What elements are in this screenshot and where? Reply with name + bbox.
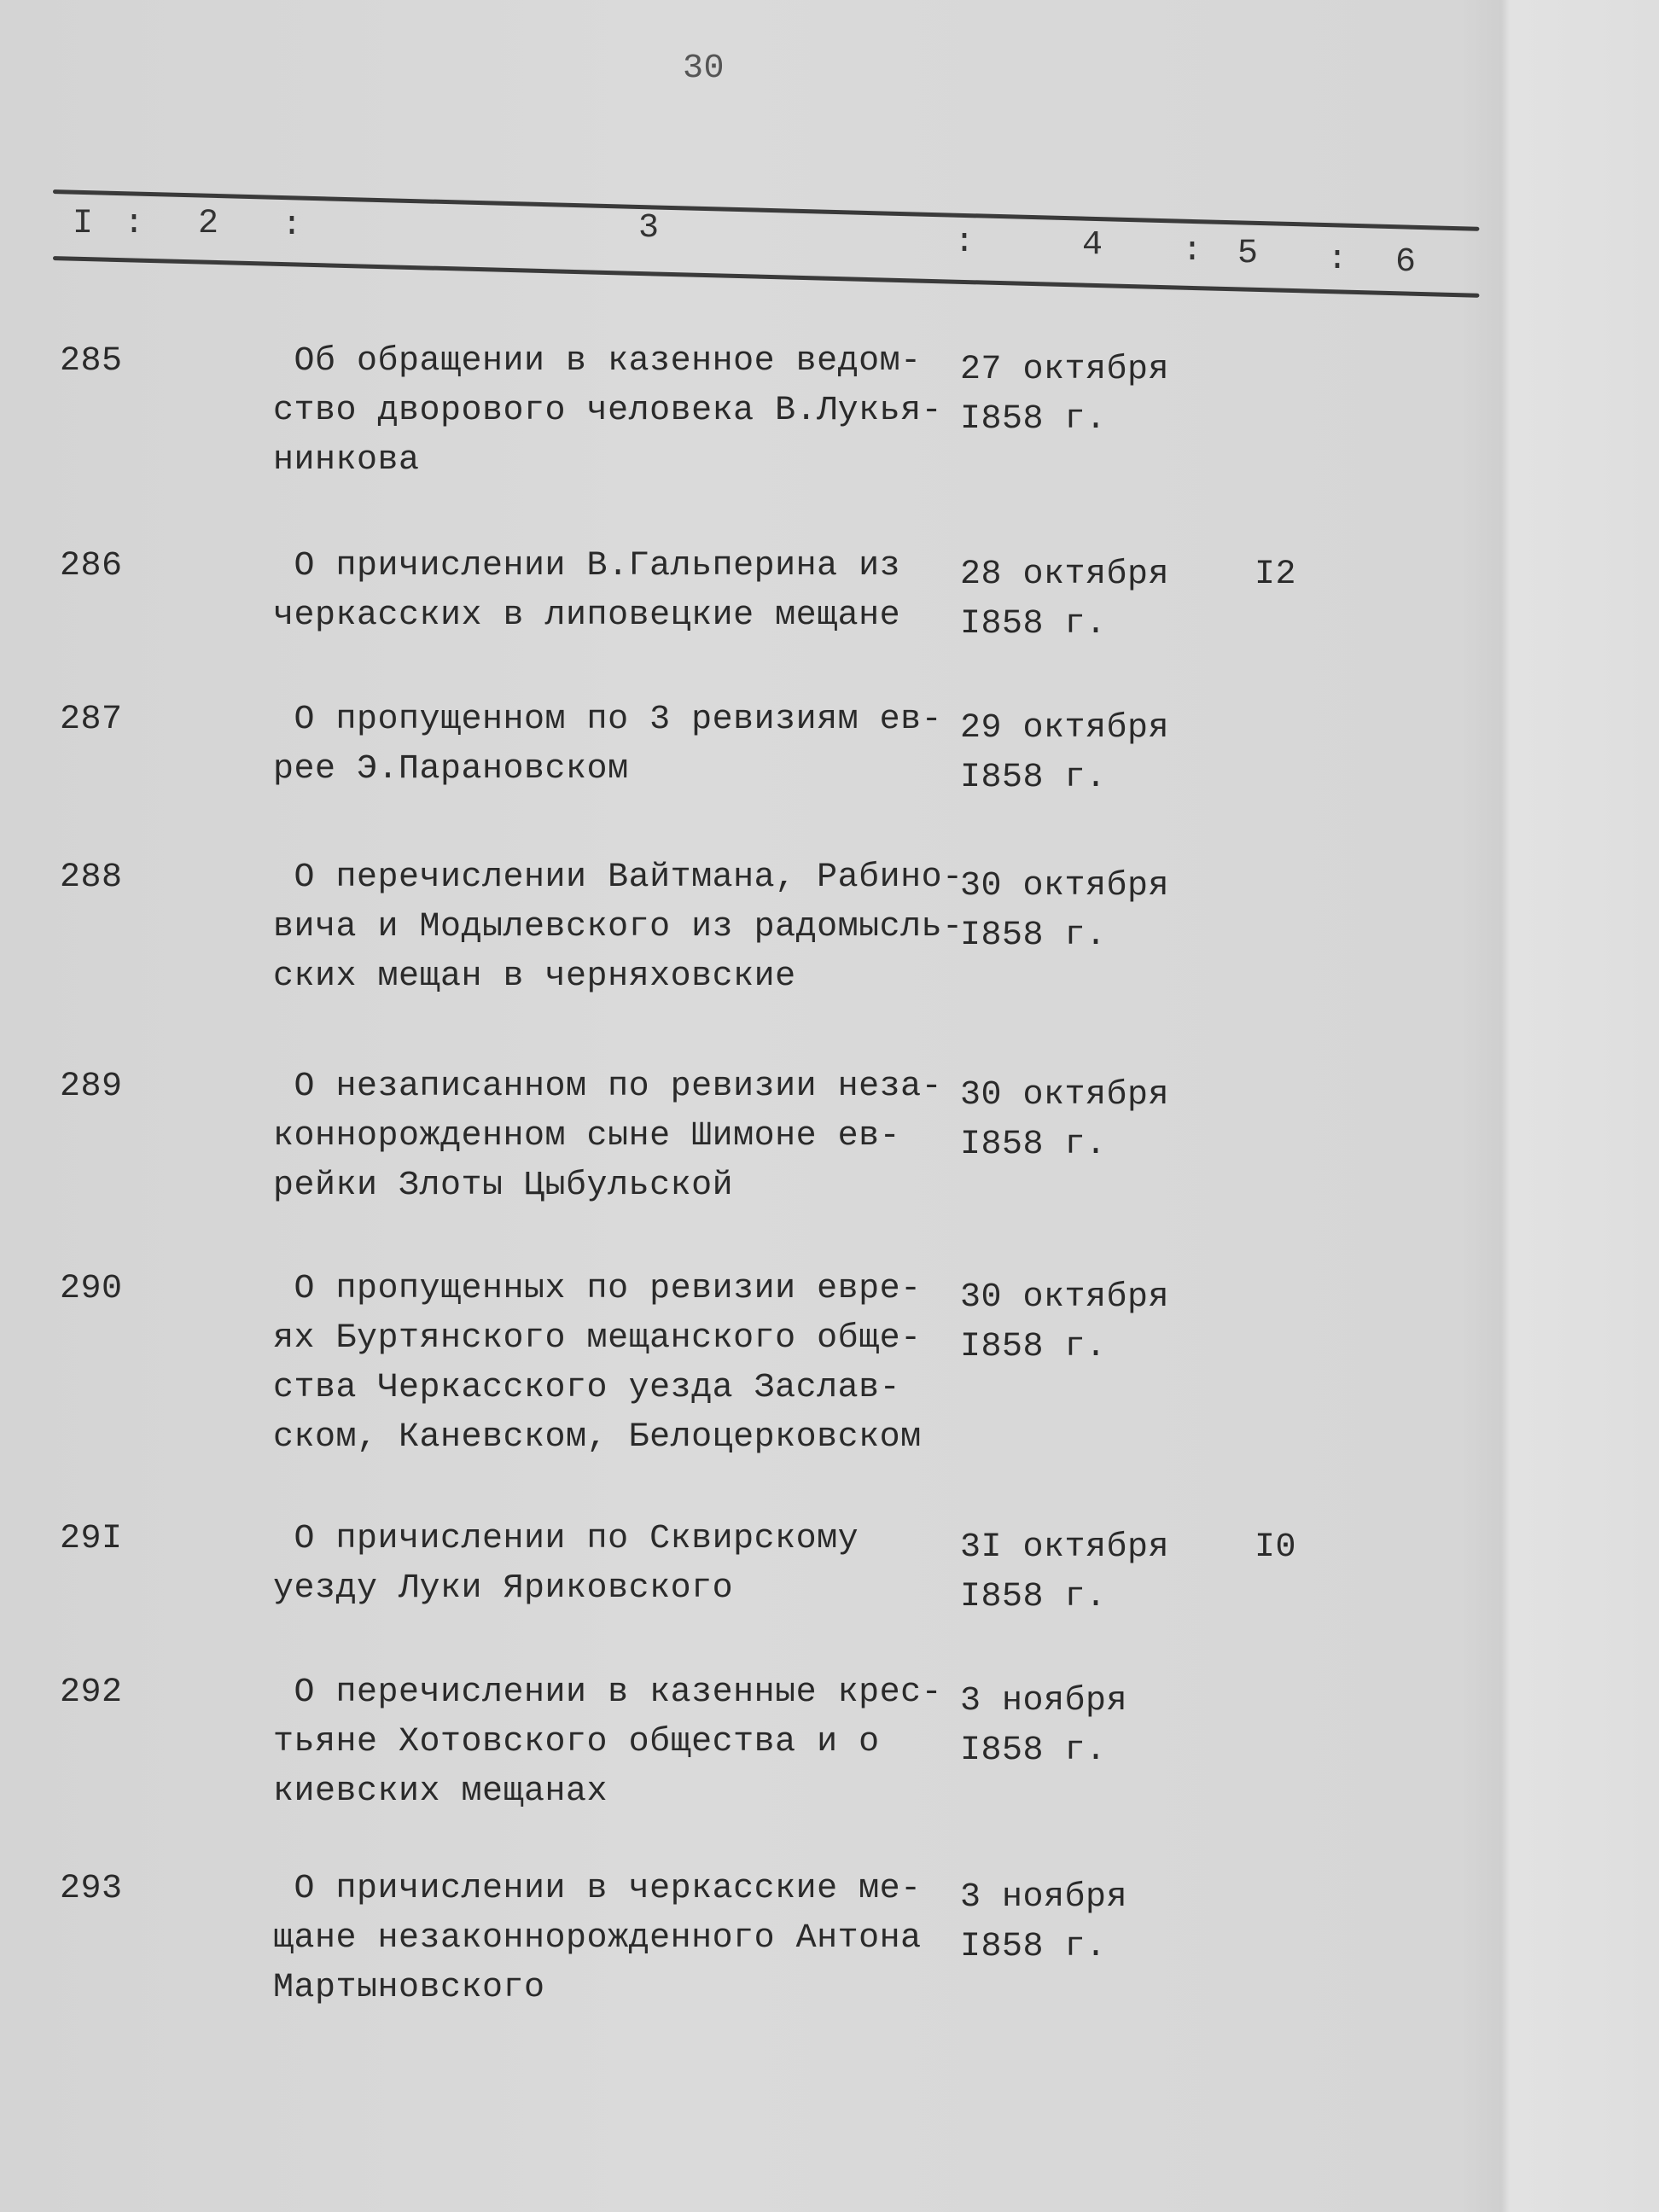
- column-separator: :: [1327, 241, 1348, 279]
- description-line: О причислении по Сквирскому: [273, 1520, 859, 1558]
- date-line: 3 ноября: [960, 1878, 1128, 1917]
- date-line: I858 г.: [960, 1126, 1107, 1164]
- date-line: 30 октября: [960, 1278, 1170, 1317]
- record-date: [960, 1071, 1169, 1170]
- date-line: I858 г.: [960, 1928, 1107, 1966]
- description-line: ском, Каневском, Белоцерковском: [273, 1418, 922, 1457]
- column-header-2: 2: [198, 205, 219, 243]
- date-line: 30 октября: [960, 867, 1170, 905]
- date-line: I858 г.: [960, 400, 1107, 439]
- description-line: тьяне Хотовского общества и о: [273, 1723, 880, 1761]
- description-line: уезду Луки Яриковского: [273, 1569, 734, 1608]
- record-date: [960, 1873, 1127, 1972]
- record-number: 288: [60, 859, 123, 897]
- record-description: [273, 337, 942, 486]
- record-number: 289: [60, 1068, 123, 1106]
- record-description: [273, 1865, 922, 2013]
- column-header-3: 3: [638, 209, 660, 247]
- description-line: щане незаконнорожденного Антона: [273, 1919, 922, 1958]
- column-separator: :: [124, 205, 145, 243]
- description-line: коннорожденном сыне Шимоне ев-: [273, 1117, 901, 1155]
- description-line: О пропущенных по ревизии евре-: [273, 1270, 922, 1308]
- record-date: [960, 1677, 1127, 1776]
- description-line: ях Буртянского мещанского обще-: [273, 1319, 922, 1358]
- description-line: О перечислении в казенные крес-: [273, 1674, 943, 1712]
- date-line: I858 г.: [960, 1732, 1107, 1770]
- record-date: [960, 704, 1169, 803]
- column-header-4: 4: [1082, 226, 1103, 265]
- date-line: I858 г.: [960, 759, 1107, 797]
- column-header-5: 5: [1237, 235, 1259, 273]
- record-date: [960, 1273, 1169, 1372]
- column-header-6: 6: [1395, 243, 1417, 282]
- description-line: Мартыновского: [273, 1969, 545, 2007]
- description-line: ства Черкасского уезда Заслав-: [273, 1369, 901, 1407]
- date-line: 29 октября: [960, 709, 1170, 748]
- date-line: I858 г.: [960, 605, 1107, 643]
- date-line: I858 г.: [960, 1328, 1107, 1366]
- record-number: 286: [60, 547, 123, 585]
- description-line: рейки Злоты Цыбульской: [273, 1167, 734, 1205]
- description-line: вича и Модылевского из радомысль-: [273, 908, 963, 946]
- page-number: 30: [683, 49, 725, 88]
- record-date: [960, 550, 1169, 649]
- column-separator: :: [1182, 232, 1203, 271]
- date-line: 28 октября: [960, 556, 1170, 594]
- description-line: О пропущенном по 3 ревизиям ев-: [273, 701, 943, 739]
- description-line: черкасских в липовецкие мещане: [273, 597, 901, 635]
- record-description: [273, 542, 900, 641]
- record-number: 290: [60, 1270, 123, 1308]
- record-date: [960, 1523, 1169, 1622]
- description-line: киевских мещанах: [273, 1773, 608, 1811]
- description-line: О причислении В.Гальперина из: [273, 547, 901, 585]
- date-line: I858 г.: [960, 1578, 1107, 1616]
- record-number: 29I: [60, 1520, 123, 1558]
- description-line: О незаписанном по ревизии неза-: [273, 1068, 943, 1106]
- date-line: 30 октября: [960, 1076, 1170, 1115]
- description-line: рее Э.Парановском: [273, 750, 629, 789]
- description-line: О причислении в черкасские ме-: [273, 1870, 922, 1908]
- date-line: I858 г.: [960, 917, 1107, 955]
- description-line: ство дворового человека В.Лукья-: [273, 392, 943, 430]
- record-description: [273, 1515, 859, 1614]
- description-line: О перечислении Вайтмана, Рабино-: [273, 859, 963, 897]
- description-line: ских мещан в черняховские: [273, 958, 796, 996]
- column-header-1: I: [73, 205, 94, 243]
- date-line: 3 ноября: [960, 1682, 1128, 1720]
- record-description: [273, 1265, 922, 1463]
- date-line: 3I октября: [960, 1528, 1170, 1567]
- column-separator: :: [954, 224, 975, 262]
- record-description: [273, 1668, 942, 1817]
- record-number: 285: [60, 342, 123, 381]
- description-line: нинкова: [273, 441, 420, 480]
- header-bottom-rule: [53, 256, 1480, 298]
- record-number: 293: [60, 1870, 123, 1908]
- record-description: [273, 1062, 942, 1211]
- record-sheet-count: I2: [1254, 556, 1297, 594]
- header-top-rule: [53, 189, 1480, 231]
- record-date: [960, 862, 1169, 961]
- date-line: 27 октября: [960, 351, 1170, 389]
- record-sheet-count: I0: [1254, 1528, 1297, 1567]
- record-number: 292: [60, 1674, 123, 1712]
- record-number: 287: [60, 701, 123, 739]
- record-description: [273, 696, 942, 795]
- record-description: [273, 853, 963, 1002]
- record-date: [960, 346, 1169, 445]
- column-separator: :: [282, 207, 303, 245]
- description-line: Об обращении в казенное ведом-: [273, 342, 922, 381]
